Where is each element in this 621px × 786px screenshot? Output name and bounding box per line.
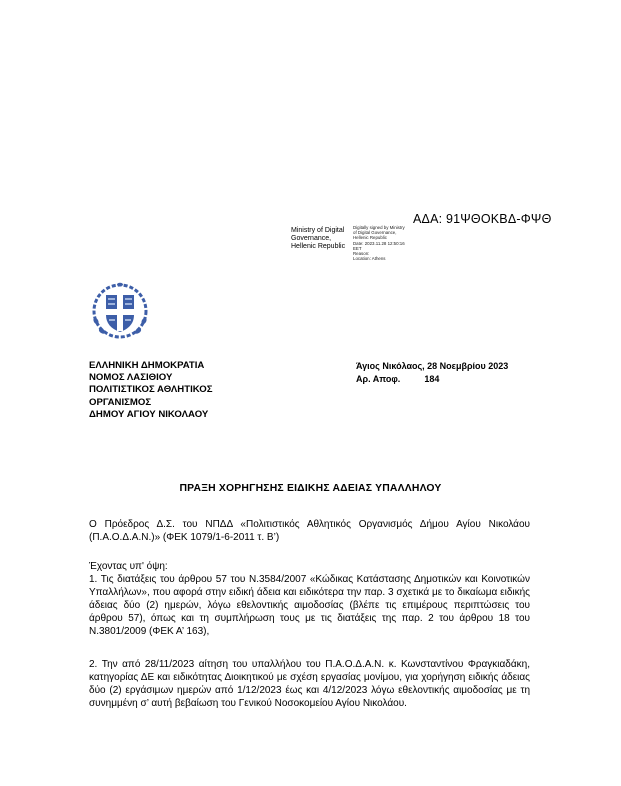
- consideration-item-2: 2. Την από 28/11/2023 αίτηση του υπαλλήλου του Π.Α.Ο.Δ.Α.Ν. κ. Κωνσταντίνου Φραγκιαδάκη, κατηγορίας ΔΕ και ειδικότητας Διοικητικού με σχέση εργασίας μονίμου, για χορήγηση ειδικής άδειας δύο (2) εργάσιμων ημερών από 1/12/2023 έως και 4/12/2023 λόγω εθελοντικής αιμοδοσίας με τη συνημμένη σ’ αυτή βεβαίωση του Γενικού Νοσοκομείου Αγίου Νικολάου.: [89, 659, 530, 709]
- signer-line: Ministry of Digital: [291, 227, 345, 234]
- greek-coat-of-arms-icon: [90, 281, 150, 341]
- signature-detail-line: Date: 2023.11.28 12:50:16: [353, 240, 405, 246]
- signature-detail-line: EET: [353, 245, 362, 251]
- issuer-line: ΝΟΜΟΣ ΛΑΣΙΘΙΟΥ: [89, 372, 173, 384]
- document-date: Άγιος Νικόλαος, 28 Νοεμβρίου 2023: [356, 361, 509, 371]
- signer-line: Hellenic Republic: [291, 243, 346, 250]
- issuer-line: ΔΗΜΟΥ ΑΓΙΟΥ ΝΙΚΟΛΑΟΥ: [89, 408, 209, 420]
- considering-heading: Έχοντας υπ' όψη:: [89, 561, 168, 572]
- date-block: [356, 360, 508, 386]
- decision-reference-number: 184: [424, 374, 440, 384]
- document-title: ΠΡΑΞΗ ΧΟΡΗΓΗΣΗΣ ΕΙΔΙΚΗΣ ΑΔΕΙΑΣ ΥΠΑΛΛΗΛΟΥ: [179, 483, 442, 494]
- decision-reference-label: Αρ. Αποφ.: [356, 374, 401, 384]
- decision-reference: [356, 373, 508, 386]
- issuer-block: [89, 360, 212, 421]
- intro-paragraph: Ο Πρόεδρος Δ.Σ. του ΝΠΔΔ «Πολιτιστικός Αθλητικός Οργανισμός Δήμου Αγίου Νικολάου (Π.Α.Ο.Δ.Α.Ν.)» (ΦΕΚ 1079/1-6-2011 τ. Β’): [89, 519, 530, 543]
- issuer-line: ΠΟΛΙΤΙΣΤΙΚΟΣ ΑΘΛΗΤΙΚΟΣ: [89, 384, 213, 396]
- issuer-line: ΕΛΛΗΝΙΚΗ ΔΗΜΟΚΡΑΤΙΑ: [89, 360, 205, 371]
- signer-line: Governance,: [291, 235, 332, 242]
- signature-details: [353, 225, 405, 261]
- digital-signer: [291, 227, 345, 251]
- signature-detail-line: Reason:: [353, 251, 370, 257]
- issuer-line: ΟΡΓΑΝΙΣΜΟΣ: [89, 396, 152, 408]
- ada-code: ΑΔΑ: 91ΨΘΟΚΒΔ-ΦΨΘ: [413, 212, 552, 226]
- consideration-item-1: 1. Τις διατάξεις του άρθρου 57 του Ν.3584/2007 «Κώδικας Κατάστασης Δημοτικών και Κοινοτικών Υπαλλήλων», που αφορά στην ειδική άδεια και ειδικότερα την παρ. 3 σχετικά με το δικαίωμα ειδικής άδειας δύο (2) ημερών, λόγω εθελοντικής αιμοδοσίας (βλέπε τις επιμέρους περιπτώσεις του άρθρου 57), όπως και τη συμπλήρωση τους με τις διατάξεις της παρ. 2 του άρθρου 18 του Ν.3801/2009 (ΦΕΚ Α’ 163),: [89, 574, 530, 637]
- signature-detail-line: of Digital Governance,: [353, 230, 397, 236]
- signature-detail-line: Digitally signed by Ministry: [353, 225, 405, 230]
- signature-detail-line: Hellenic Republic: [353, 235, 387, 241]
- signature-detail-line: Location: Athens: [353, 256, 386, 262]
